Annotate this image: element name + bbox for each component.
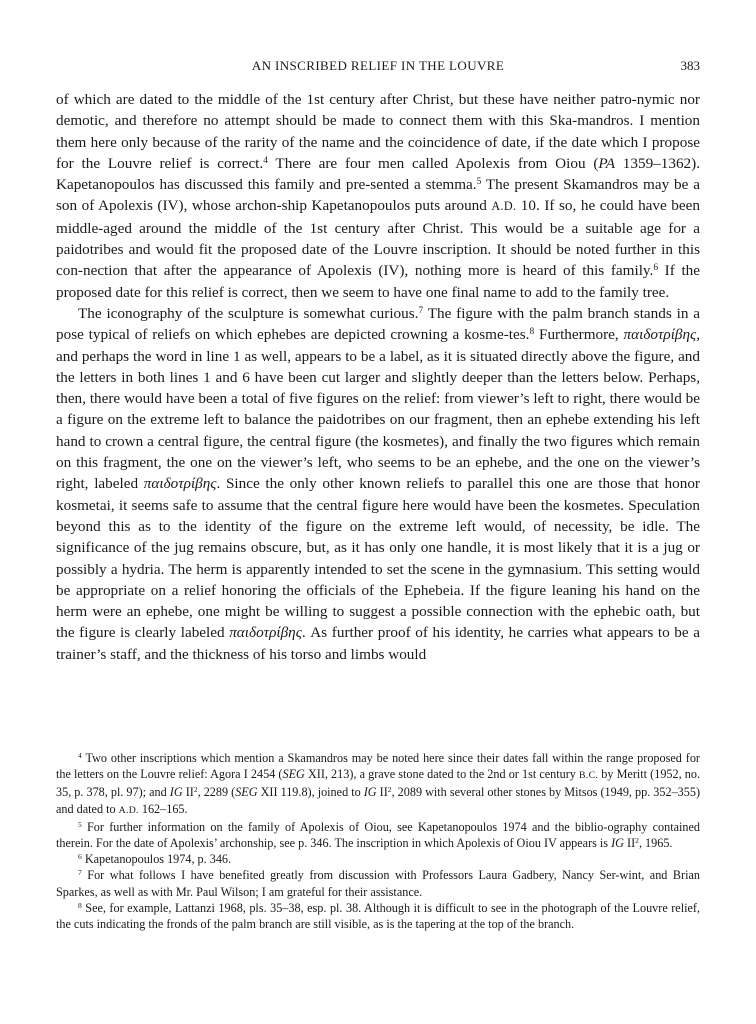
footnote-number: 8 <box>78 900 82 910</box>
text-run: For what follows I have benefited greatly from discussion with Professors Laura Gadbery, Nancy Ser-wint, and Brian Sparkes, as well as with Mr. Paul Wilson; I am grateful for their assistance. <box>56 868 700 899</box>
text-run: For further information on the family of Apolexis of Oiou, see Kapetanopoulos 1974 and the biblio-ography contained therein. For the date of Apolexis’ archonship, see p. 346. The inscription in which Apolexis of Oiou IV appears is <box>56 819 700 851</box>
text-run: The figure with the palm branch stands in a pose typical of reliefs on which ephebes are depicted crowning a kosme-tes. <box>56 304 700 344</box>
text-run: , 1965. <box>638 836 673 851</box>
text-run: The iconography of the sculpture is somewhat curious. <box>78 304 419 322</box>
text-run: of which are dated to the middle of the 1st century after Christ, but these have neither patro-nymic nor demotic, and therefore no attempt should be made to connect them with this Ska-mandros. I mention them here only because of the rarity of the name and the coincidence of date, if the date which I propose for the Louvre relief is correct. <box>56 91 700 172</box>
text-run: See, for example, Lattanzi 1968, pls. 35–38, esp. pl. 38. Although it is difficult to see in the photograph of the Louvre relief, the cuts indicating the fronds of the palm branch are still visible, as is the tapering at the top of the branch. <box>56 900 700 932</box>
text-run: XII 119.8), joined to <box>257 785 364 800</box>
text-run: , 2289 ( <box>197 785 236 800</box>
era-abbrev: A.D. <box>491 199 517 214</box>
text-run: Kapetanopoulos 1974, p. 346. <box>81 852 232 867</box>
footnote-number: 7 <box>78 868 82 878</box>
greek-word: παιδοτρίβης <box>143 475 217 493</box>
text-run: There are four men called Apolexis from Oiou ( <box>267 154 599 172</box>
footnote-4 <box>56 750 700 819</box>
text-run: . As further proof of his identity, he carries what appears to be a trainer’s staff, and the thickness of his torso and limbs would <box>56 624 700 663</box>
paragraph-1 <box>56 89 700 303</box>
footnote-5 <box>56 819 700 851</box>
abbrev-ig: IG <box>169 785 183 800</box>
footnote-ref-7: 7 <box>418 305 424 316</box>
text-run: If the proposed date for this relief is correct, then we seem to have one final name to add to the family tree. <box>56 262 700 301</box>
text-run: , and perhaps the word in line 1 as well, appears to be a label, as it is situated directly above the figure, and the letters in both lines 1 and 6 have been cut larger and slightly deeper than the letters below. Perhaps, then, there would have been a total of five figures on the relief: from viewer’s left to right, there would be a figure on the extreme left to balance the paidotribes on our fragment, then an ephebe extending his left hand to crown a central figure, the central figure (the kosmetes), and finally the two figures which remain on this fragment, the one on the viewer’s left, who seems to be an ephebe, and the one on the viewer’s right, labeled <box>56 326 700 493</box>
text-run: , 2089 with several other stones by Mitsos (1949, pp. 352–355) and dated to <box>56 785 701 816</box>
text-run: The present Skamandros may be a son of Apolexis (IV), whose archon-ship Kapetanopoulos puts around <box>56 176 700 215</box>
superscript: 2 <box>387 785 392 795</box>
footnote-number: 6 <box>78 852 82 862</box>
paragraph-2 <box>56 303 700 665</box>
text-run: by Meritt (1952, no. 35, p. 378, pl. 97); and <box>56 767 701 800</box>
running-title: AN INSCRIBED RELIEF IN THE LOUVRE <box>251 58 505 73</box>
footnote-8 <box>56 900 700 932</box>
footnote-ref-6: 6 <box>653 263 659 274</box>
footnote-7 <box>56 867 700 899</box>
text-run: XII, 213), a grave stone dated to the 2nd or 1st century <box>304 767 580 782</box>
greek-word: παιδοτρίβης <box>229 624 302 642</box>
abbrev-ig: IG <box>611 836 624 851</box>
abbrev-pa: PA <box>598 154 615 172</box>
greek-word: παιδοτρίβης <box>623 326 697 344</box>
text-run: . Since the only other known reliefs to parallel this one are those that honor kosmetai, it seems safe to assume that the central figure here would have been the kosmetes. Speculation beyond this as to the identity of the figure on the extreme left would, of necessity, be idle. The significance of the jug remains obscure, but, as it has only one handle, it is most likely that it is a jug or possibly a hydria. The herm is apparently intended to set the scene in the gymnasium. This setting would be appropriate on a relief honoring the officials of the Ephebeia. If the figure leaning his hand on the herm were an ephebe, one might be willing to suggest a possible connection with the ephebic oath, but the figure is clearly labeled <box>56 475 700 642</box>
superscript: 2 <box>635 835 639 845</box>
page-header <box>56 58 700 76</box>
text-run: II <box>182 785 194 800</box>
text-run: II <box>376 785 388 800</box>
footnote-ref-4: 4 <box>263 155 268 166</box>
abbrev-seg: SEG <box>282 767 305 782</box>
main-text <box>56 89 700 665</box>
abbrev-ig: IG <box>363 785 377 800</box>
superscript: 2 <box>193 785 198 795</box>
text-run: II <box>623 836 636 851</box>
text-run: Furthermore, <box>534 326 624 344</box>
text-run: 1359–1362). Kapetanopoulos has discussed this family and pre-sented a stemma. <box>56 154 700 194</box>
footnotes <box>56 750 700 932</box>
footnote-number: 4 <box>78 750 82 760</box>
page-number: 383 <box>680 58 700 73</box>
footnote-number: 5 <box>78 819 82 829</box>
footnote-ref-5: 5 <box>476 177 482 188</box>
text-run: 10. If so, he could have been middle-aged around the middle of the 1st century after Christ. This would be a suitable age for a paidotribes and would fit the proposed date of the Louvre inscription. It should be noted further in this con-nection that after the appearance of Apolexis (IV), nothing more is heard of this family. <box>56 197 700 280</box>
footnote-ref-8: 8 <box>529 327 535 338</box>
era-abbrev: B.C. <box>579 770 599 782</box>
footnote-6 <box>56 851 700 867</box>
text-run: Two other inscriptions which mention a Skamandros may be noted here since their dates fall within the range proposed for the letters on the Louvre relief: Agora I 2454 ( <box>56 751 700 782</box>
text-run: 162–165. <box>138 801 188 816</box>
era-abbrev: A.D. <box>118 804 139 816</box>
abbrev-seg: SEG <box>235 785 258 800</box>
